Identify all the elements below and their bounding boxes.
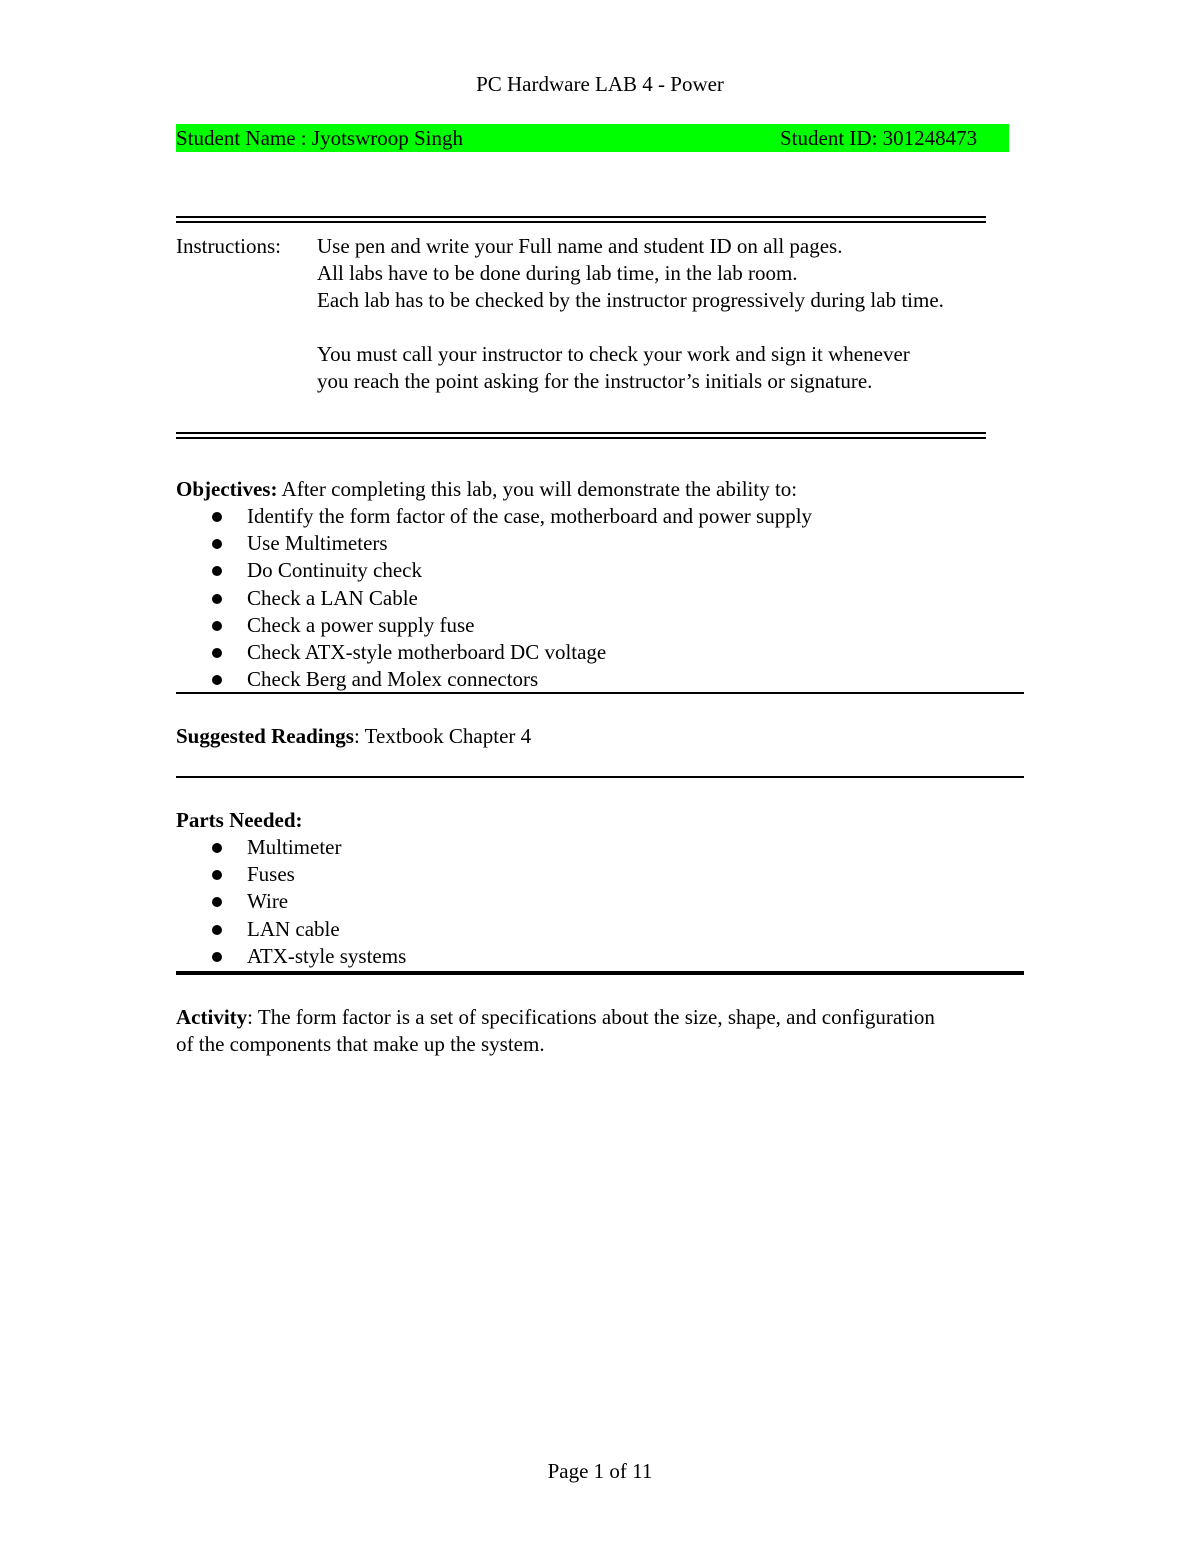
objectives-list bbox=[176, 503, 812, 693]
instruction-gap bbox=[317, 314, 1037, 341]
instruction-line: you reach the point asking for the instructor’s initials or signature. bbox=[317, 369, 873, 393]
bullet-icon bbox=[212, 621, 222, 631]
double-divider-bottom bbox=[176, 432, 986, 439]
objective-text: Check ATX-style motherboard DC voltage bbox=[247, 640, 607, 665]
section-divider-thick bbox=[176, 971, 1024, 975]
list-item bbox=[176, 861, 406, 888]
list-item bbox=[176, 530, 812, 557]
objective-text: Identify the form factor of the case, motherboard and power supply bbox=[247, 504, 813, 528]
list-item bbox=[176, 503, 812, 530]
instruction-line: All labs have to be done during lab time, in the lab room. bbox=[317, 261, 798, 285]
activity-text: : The form factor is a set of specifications about the size, shape, and configuration of the components that make up the system. bbox=[176, 1005, 935, 1056]
list-item bbox=[176, 639, 812, 666]
bullet-icon bbox=[212, 870, 222, 880]
objectives-intro bbox=[176, 476, 797, 503]
student-info-highlight bbox=[176, 124, 1009, 152]
instruction-line: Each lab has to be checked by the instructor progressively during lab time. bbox=[317, 288, 944, 312]
instructions-text bbox=[317, 233, 1037, 395]
instruction-line: You must call your instructor to check your work and sign it whenever bbox=[317, 342, 910, 366]
part-text: Wire bbox=[247, 889, 289, 914]
bullet-icon bbox=[212, 897, 222, 907]
bullet-icon bbox=[212, 843, 222, 853]
list-item bbox=[176, 834, 406, 861]
objectives-intro-text: After completing this lab, you will demonstrate the ability to: bbox=[277, 477, 798, 501]
objective-text: Do Continuity check bbox=[247, 558, 422, 583]
part-text: ATX-style systems bbox=[247, 943, 407, 968]
readings-heading: Suggested Readings bbox=[176, 724, 354, 748]
bullet-icon bbox=[212, 952, 222, 962]
bullet-icon bbox=[212, 675, 222, 685]
objective-text: Check Berg and Molex connectors bbox=[247, 667, 539, 692]
page-number-footer: Page 1 of 11 bbox=[547, 1459, 653, 1483]
activity-heading: Activity bbox=[176, 1005, 248, 1029]
list-item bbox=[176, 943, 406, 970]
list-item bbox=[176, 585, 812, 612]
list-item bbox=[176, 888, 406, 915]
activity-paragraph bbox=[176, 1004, 936, 1058]
objective-text: Check a LAN Cable bbox=[247, 585, 418, 610]
part-text: Fuses bbox=[247, 862, 295, 887]
bullet-icon bbox=[212, 648, 222, 658]
page-header-title: PC Hardware LAB 4 - Power bbox=[476, 72, 724, 96]
bullet-icon bbox=[212, 566, 222, 576]
instruction-line: Use pen and write your Full name and student ID on all pages. bbox=[317, 234, 843, 258]
list-item bbox=[176, 666, 812, 693]
bullet-icon bbox=[212, 539, 222, 549]
objectives-heading: Objectives: bbox=[176, 477, 278, 501]
student-id: Student ID: 301248473 bbox=[780, 126, 978, 150]
student-name: Student Name : Jyotswroop Singh bbox=[176, 126, 463, 150]
bullet-icon bbox=[212, 512, 222, 522]
objective-text: Use Multimeters bbox=[247, 531, 388, 556]
section-divider bbox=[176, 776, 1024, 778]
bullet-icon bbox=[212, 594, 222, 604]
part-text: LAN cable bbox=[247, 916, 340, 941]
parts-list bbox=[176, 834, 406, 970]
part-text: Multimeter bbox=[247, 835, 342, 859]
double-divider-top bbox=[176, 216, 986, 223]
list-item bbox=[176, 557, 812, 584]
objective-text: Check a power supply fuse bbox=[247, 612, 475, 637]
bullet-icon bbox=[212, 925, 222, 935]
parts-needed-heading-row bbox=[176, 807, 303, 834]
parts-heading: Parts Needed: bbox=[176, 808, 303, 832]
list-item bbox=[176, 612, 812, 639]
section-divider bbox=[176, 692, 1024, 694]
instructions-label: Instructions: bbox=[176, 234, 281, 258]
readings-text: : Textbook Chapter 4 bbox=[353, 724, 532, 748]
list-item bbox=[176, 916, 406, 943]
suggested-readings bbox=[176, 723, 531, 750]
